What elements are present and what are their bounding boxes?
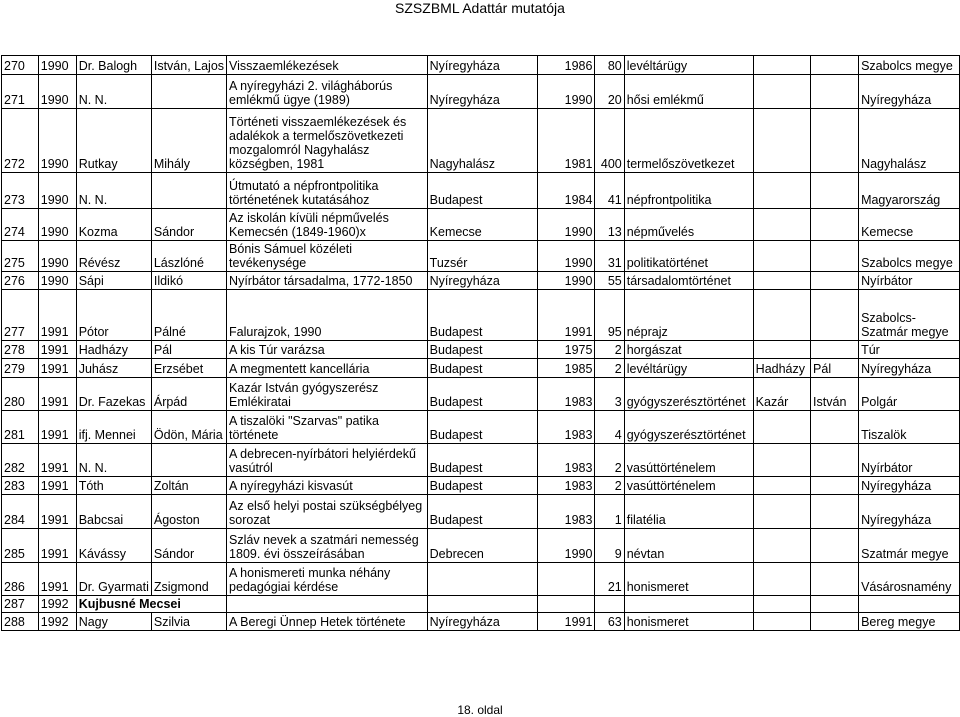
cell-topic: termelőszövetkezet [624,109,753,173]
cell-publication-place: Debrecen [427,529,538,563]
cell-region: Nyíregyháza [859,477,960,495]
cell-person-last-name [753,209,810,241]
cell-title: A nyíregyházi 2. világháborús emlékmű ügye (1989) [227,75,428,109]
cell-publication-place: Kemecse [427,209,538,241]
cell-person-first-name [811,272,859,290]
page-number: 18. oldal [457,703,503,717]
cell-topic: társadalomtörténet [624,272,753,290]
cell-person-first-name: Pál [811,359,859,378]
cell-person-first-name [811,495,859,529]
cell-year: 1990 [38,75,76,109]
cell-year: 1990 [38,56,76,75]
cell-region: Nyíregyháza [859,495,960,529]
cell-title: A honismereti munka néhány pedagógiai kérdése [227,563,428,596]
cell-region: Nagyhalász [859,109,960,173]
cell-year: 1991 [38,359,76,378]
cell-author-first-name: Sándor [151,529,226,563]
cell-author-last-name: Révész [76,241,151,272]
cell-publication-place [427,596,538,613]
cell-author-last-name: N. N. [76,444,151,477]
cell-publication-year: 1975 [538,341,595,359]
cell-author-last-name: Kávássy [76,529,151,563]
cell-record-no: 278 [2,341,39,359]
cell-title: A kis Túr varázsa [227,341,428,359]
cell-publication-place: Budapest [427,378,538,411]
cell-title: A debrecen-nyírbátori helyiérdekű vasútról [227,444,428,477]
cell-person-last-name: Kazár [753,378,810,411]
cell-topic: filatélia [624,495,753,529]
cell-publication-year [538,563,595,596]
cell-person-last-name [753,290,810,341]
cell-title: A nyíregyházi kisvasút [227,477,428,495]
cell-title: A tiszalöki "Szarvas" patika története [227,411,428,444]
cell-publication-place: Budapest [427,341,538,359]
cell-year: 1992 [38,596,76,613]
cell-publication-year: 1990 [538,529,595,563]
cell-publication-year [538,596,595,613]
cell-person-first-name [811,411,859,444]
cell-publication-year: 1981 [538,109,595,173]
records-table [1,55,960,631]
cell-person-last-name [753,56,810,75]
cell-person-last-name [753,529,810,563]
cell-page-count: 31 [595,241,624,272]
cell-author-last-name: Pótor [76,290,151,341]
cell-topic: népfrontpolitika [624,173,753,209]
cell-author-first-name [151,444,226,477]
cell-topic: levéltárügy [624,359,753,378]
cell-title: A megmentett kancellária [227,359,428,378]
cell-record-no: 275 [2,241,39,272]
cell-publication-year: 1991 [538,613,595,631]
cell-author-last-name: Kujbusné Mecsei [76,596,226,613]
cell-record-no: 287 [2,596,39,613]
cell-topic: vasúttörténelem [624,477,753,495]
cell-page-count: 80 [595,56,624,75]
cell-region: Szatmár megye [859,529,960,563]
cell-year: 1990 [38,241,76,272]
cell-page-count: 3 [595,378,624,411]
cell-region: Szabolcs megye [859,56,960,75]
cell-region: Nyíregyháza [859,75,960,109]
cell-author-first-name: Pál [151,341,226,359]
cell-year: 1991 [38,529,76,563]
cell-person-first-name [811,173,859,209]
table-row [2,341,960,359]
cell-topic: néprajz [624,290,753,341]
cell-year: 1991 [38,411,76,444]
cell-person-first-name [811,341,859,359]
cell-author-last-name: Hadházy [76,341,151,359]
cell-author-first-name: Erzsébet [151,359,226,378]
cell-person-first-name [811,596,859,613]
cell-record-no: 283 [2,477,39,495]
table-row [2,56,960,75]
cell-record-no: 282 [2,444,39,477]
cell-topic: levéltárügy [624,56,753,75]
cell-topic: névtan [624,529,753,563]
cell-author-first-name: Sándor [151,209,226,241]
table-row [2,596,960,613]
cell-publication-place: Budapest [427,444,538,477]
cell-region: Kemecse [859,209,960,241]
cell-page-count: 9 [595,529,624,563]
cell-page-count [595,596,624,613]
table-row [2,209,960,241]
cell-page-count: 2 [595,359,624,378]
cell-year: 1991 [38,378,76,411]
cell-record-no: 270 [2,56,39,75]
cell-publication-year: 1990 [538,272,595,290]
cell-title: Az iskolán kívüli népművelés Kemecsén (1849-1960)x [227,209,428,241]
cell-record-no: 288 [2,613,39,631]
cell-year: 1990 [38,272,76,290]
cell-region: Nyírbátor [859,272,960,290]
cell-page-count: 21 [595,563,624,596]
cell-author-first-name: Mihály [151,109,226,173]
cell-person-last-name [753,75,810,109]
cell-person-first-name [811,75,859,109]
cell-publication-year: 1983 [538,444,595,477]
page-header [0,0,960,35]
cell-publication-year: 1983 [538,477,595,495]
cell-publication-place: Nyíregyháza [427,272,538,290]
cell-region: Vásárosnamény [859,563,960,596]
table-row [2,563,960,596]
cell-topic: hősi emlékmű [624,75,753,109]
cell-region: Nyírbátor [859,444,960,477]
cell-author-last-name: Dr. Gyarmati [76,563,151,596]
cell-person-last-name [753,596,810,613]
cell-page-count: 2 [595,341,624,359]
cell-person-last-name [753,173,810,209]
cell-title: Szláv nevek a szatmári nemesség 1809. évi összeírásában [227,529,428,563]
table-row [2,241,960,272]
cell-year: 1990 [38,109,76,173]
cell-author-first-name: Ágoston [151,495,226,529]
cell-topic: honismeret [624,563,753,596]
cell-author-last-name: Dr. Fazekas [76,378,151,411]
page-footer [0,704,960,717]
cell-title: Falurajzok, 1990 [227,290,428,341]
cell-topic [624,596,753,613]
cell-author-first-name [151,75,226,109]
cell-publication-year: 1983 [538,378,595,411]
cell-person-last-name [753,613,810,631]
cell-topic: gyógyszerésztörténet [624,378,753,411]
cell-region: Nyíregyháza [859,359,960,378]
cell-publication-place: Nagyhalász [427,109,538,173]
cell-author-last-name: Nagy [76,613,151,631]
table-row [2,378,960,411]
cell-person-last-name [753,272,810,290]
cell-record-no: 279 [2,359,39,378]
cell-topic: honismeret [624,613,753,631]
cell-topic: politikatörténet [624,241,753,272]
cell-page-count: 1 [595,495,624,529]
cell-year: 1990 [38,209,76,241]
cell-person-first-name: István [811,378,859,411]
cell-publication-year: 1990 [538,241,595,272]
cell-author-first-name: Pálné [151,290,226,341]
cell-author-last-name: Kozma [76,209,151,241]
cell-record-no: 281 [2,411,39,444]
page-title: SZSZBML Adattár mutatója [395,0,565,16]
cell-region [859,596,960,613]
cell-person-last-name [753,241,810,272]
table-row [2,173,960,209]
cell-author-first-name: Zsigmond [151,563,226,596]
cell-title: Az első helyi postai szükségbélyeg sorozat [227,495,428,529]
cell-region: Magyarország [859,173,960,209]
cell-author-last-name: N. N. [76,173,151,209]
cell-person-last-name [753,341,810,359]
cell-page-count: 4 [595,411,624,444]
cell-person-first-name [811,56,859,75]
cell-publication-place: Budapest [427,173,538,209]
table-row [2,477,960,495]
cell-year: 1991 [38,341,76,359]
cell-region: Bereg megye [859,613,960,631]
cell-person-last-name [753,477,810,495]
cell-publication-place: Budapest [427,359,538,378]
cell-publication-year: 1985 [538,359,595,378]
cell-year: 1992 [38,613,76,631]
table-row [2,272,960,290]
cell-author-last-name: Tóth [76,477,151,495]
cell-publication-place: Budapest [427,477,538,495]
cell-publication-year: 1983 [538,495,595,529]
cell-publication-year: 1991 [538,290,595,341]
cell-title: Történeti visszaemlékezések és adalékok a termelőszövetkezeti mozgalomról Nagyhalász községben, 1981 [227,109,428,173]
cell-author-first-name: Szilvia [151,613,226,631]
cell-year: 1991 [38,495,76,529]
cell-publication-place [427,563,538,596]
cell-person-first-name [811,109,859,173]
cell-author-first-name: Lászlóné [151,241,226,272]
cell-topic: gyógyszerésztörténet [624,411,753,444]
cell-person-first-name [811,444,859,477]
cell-author-last-name: Dr. Balogh [76,56,151,75]
table-row [2,444,960,477]
cell-author-first-name [151,173,226,209]
cell-author-last-name: N. N. [76,75,151,109]
cell-topic: vasúttörténelem [624,444,753,477]
cell-page-count: 2 [595,477,624,495]
cell-publication-place: Nyíregyháza [427,56,538,75]
cell-publication-place: Tuzsér [427,241,538,272]
cell-person-first-name [811,529,859,563]
table-row [2,75,960,109]
cell-year: 1991 [38,477,76,495]
cell-record-no: 280 [2,378,39,411]
cell-person-last-name [753,411,810,444]
cell-person-last-name [753,495,810,529]
cell-publication-place: Budapest [427,411,538,444]
cell-page-count: 2 [595,444,624,477]
cell-topic: horgászat [624,341,753,359]
table-row [2,495,960,529]
cell-title: Visszaemlékezések [227,56,428,75]
table-row [2,529,960,563]
cell-publication-year: 1990 [538,209,595,241]
cell-publication-place: Budapest [427,495,538,529]
cell-page-count: 55 [595,272,624,290]
cell-person-last-name: Hadházy [753,359,810,378]
cell-year: 1991 [38,444,76,477]
cell-person-first-name [811,477,859,495]
cell-author-first-name: Zoltán [151,477,226,495]
cell-region: Polgár [859,378,960,411]
cell-record-no: 271 [2,75,39,109]
cell-author-first-name: Árpád [151,378,226,411]
cell-record-no: 277 [2,290,39,341]
cell-region: Túr [859,341,960,359]
cell-person-last-name [753,563,810,596]
cell-publication-year: 1983 [538,411,595,444]
cell-person-first-name [811,209,859,241]
cell-record-no: 273 [2,173,39,209]
cell-title: Bónis Sámuel közéleti tevékenysége [227,241,428,272]
cell-page-count: 95 [595,290,624,341]
cell-record-no: 285 [2,529,39,563]
cell-author-last-name: Rutkay [76,109,151,173]
cell-person-first-name [811,290,859,341]
cell-publication-year: 1986 [538,56,595,75]
cell-person-first-name [811,241,859,272]
cell-author-last-name: Sápi [76,272,151,290]
cell-record-no: 274 [2,209,39,241]
cell-page-count: 20 [595,75,624,109]
cell-publication-year: 1990 [538,75,595,109]
cell-author-last-name: ifj. Mennei [76,411,151,444]
table-row [2,613,960,631]
cell-region: Tiszalök [859,411,960,444]
cell-author-last-name: Babcsai [76,495,151,529]
cell-author-first-name: Ödön, Mária [151,411,226,444]
cell-publication-place: Nyíregyháza [427,75,538,109]
cell-publication-place: Nyíregyháza [427,613,538,631]
table-row [2,359,960,378]
cell-page-count: 13 [595,209,624,241]
cell-person-first-name [811,563,859,596]
cell-author-last-name: Juhász [76,359,151,378]
cell-title: Nyírbátor társadalma, 1772-1850 [227,272,428,290]
cell-record-no: 276 [2,272,39,290]
cell-title: A Beregi Ünnep Hetek története [227,613,428,631]
cell-title [227,596,428,613]
cell-title: Kazár István gyógyszerész Emlékiratai [227,378,428,411]
cell-record-no: 272 [2,109,39,173]
table-row [2,290,960,341]
cell-person-last-name [753,444,810,477]
cell-person-last-name [753,109,810,173]
cell-page-count: 63 [595,613,624,631]
cell-author-first-name: István, Lajos [151,56,226,75]
cell-year: 1991 [38,290,76,341]
cell-record-no: 284 [2,495,39,529]
cell-publication-place: Budapest [427,290,538,341]
table-row [2,411,960,444]
cell-publication-year: 1984 [538,173,595,209]
cell-year: 1991 [38,563,76,596]
cell-person-first-name [811,613,859,631]
cell-author-first-name: Ildikó [151,272,226,290]
cell-record-no: 286 [2,563,39,596]
cell-region: Szabolcs-Szatmár megye [859,290,960,341]
cell-page-count: 400 [595,109,624,173]
cell-page-count: 41 [595,173,624,209]
cell-title: Útmutató a népfrontpolitika történetének kutatásához [227,173,428,209]
cell-region: Szabolcs megye [859,241,960,272]
records-body [2,56,960,631]
cell-year: 1990 [38,173,76,209]
table-row [2,109,960,173]
cell-topic: népművelés [624,209,753,241]
